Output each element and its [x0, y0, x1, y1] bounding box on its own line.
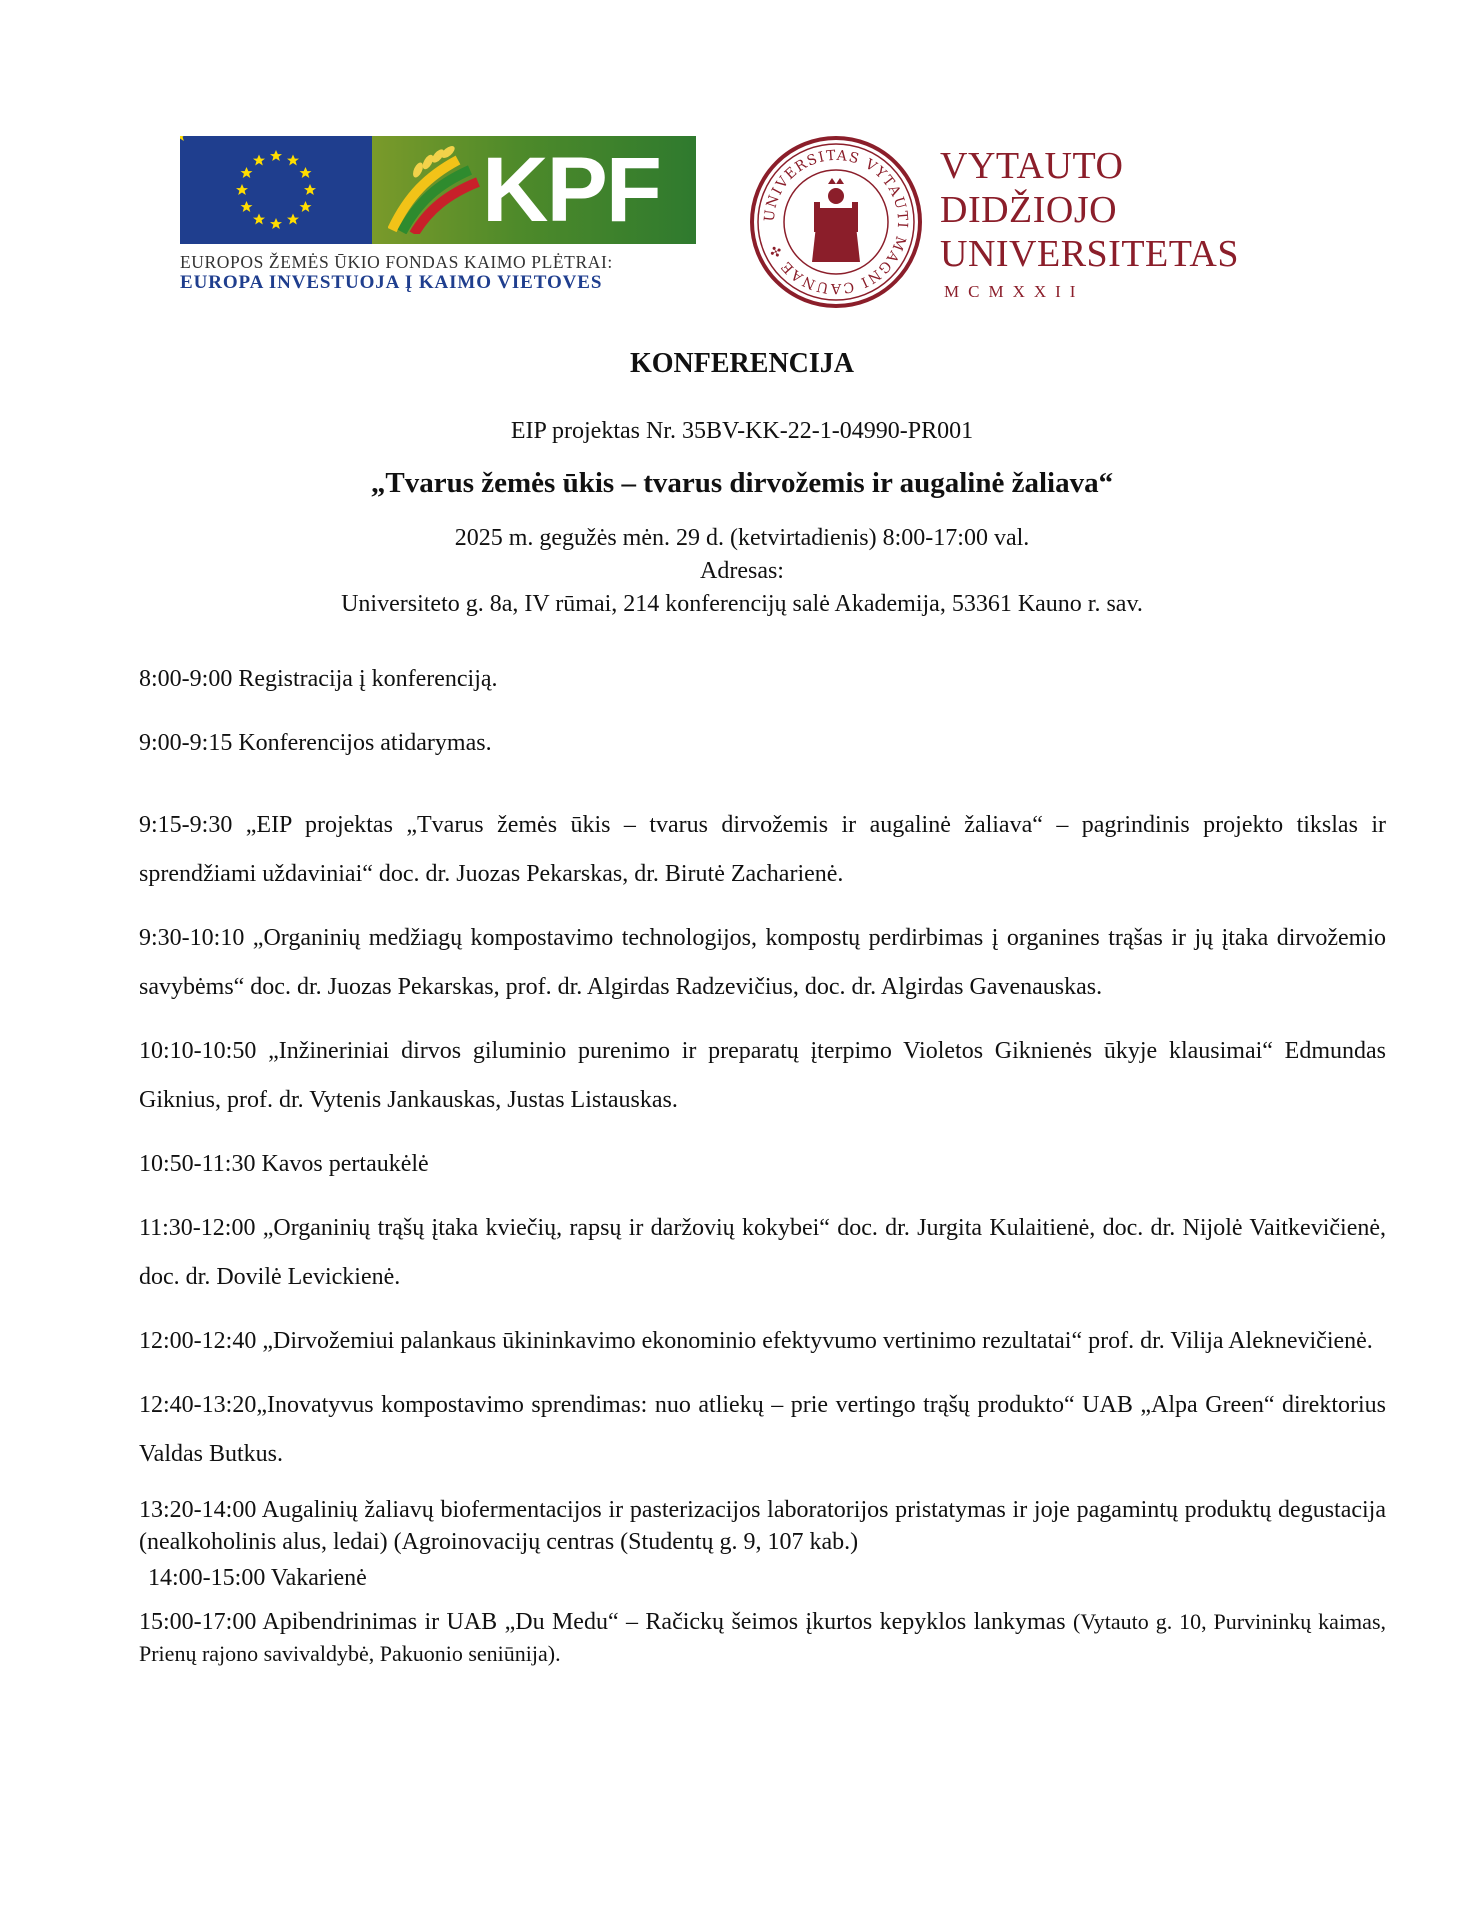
document-title: KONFERENCIJA: [629, 348, 854, 379]
eu-flag: [180, 136, 372, 244]
vdu-name: [940, 144, 1239, 276]
agenda-item: 9:30-10:10 „Organinių medžiagų kompostavimo technologijos, kompostų perdirbimas į organines trąšas ir jų įtaka dirvožemio savybėms“ doc. dr. Juozas Pekarskas, prof. dr. Algirdas Radzevičius, doc. dr. Algirdas Gavenauskas.: [139, 925, 1386, 1000]
eu-stars-icon: [180, 136, 372, 244]
agenda-item: 12:40-13:20„Inovatyvus kompostavimo sprendimas: nuo atliekų – prie vertingo trąšų produkto“ UAB „Alpa Green“ direktorius Valdas Butkus.: [139, 1392, 1386, 1467]
vdu-name-line2: DIDŽIOJO: [940, 189, 1118, 231]
project-number: EIP projektas Nr. 35BV-KK-22-1-04990-PR001: [510, 418, 974, 444]
agenda-item: [139, 1606, 1386, 1670]
vdu-name-line3: UNIVERSITETAS: [940, 233, 1239, 275]
seal-ring-text: UNIVERSITAS VYTAUTI MAGNI CAUNAE ✣: [761, 147, 911, 297]
vdu-name-line1: VYTAUTO: [940, 145, 1124, 187]
wheat-flag-icon: [388, 146, 480, 234]
agenda-item: 8:00-9:00 Registracija į konferenciją.: [139, 666, 498, 692]
project-title: „Tvarus žemės ūkis – tvarus dirvožemis ir augalinė žaliava“: [370, 467, 1114, 499]
event-date: 2025 m. gegužės mėn. 29 d. (ketvirtadienis) 8:00-17:00 val.: [454, 525, 1030, 551]
eu-caption-line1: EUROPOS ŽEMĖS ŪKIO FONDAS KAIMO PLĖTRAI:: [180, 252, 613, 272]
agenda-item: 10:10-10:50 „Inžineriniai dirvos giluminio purenimo ir preparatų įterpimo Violetos Giknienės ūkyje klausimai“ Edmundas Giknius, prof. dr. Vytenis Jankauskas, Justas Listauskas.: [139, 1038, 1386, 1113]
agenda: [139, 655, 1386, 1670]
eafrd-kpf-logo: [180, 136, 696, 296]
agenda-item: 14:00-15:00 Vakarienė: [148, 1565, 367, 1591]
vdu-founding-year: MCMXXII: [944, 282, 1085, 301]
address-label: Adresas:: [700, 558, 784, 584]
vdu-seal-icon: [748, 134, 924, 310]
agenda-item: 10:50-11:30 Kavos pertaukėlė: [139, 1151, 429, 1177]
eu-caption-line2: EUROPA INVESTUOJA Į KAIMO VIETOVES: [180, 272, 603, 293]
agenda-item: 13:20-14:00 Augalinių žaliavų biofermentacijos ir pasterizacijos laboratorijos pristatymas ir joje pagamintų produktų degustacija (nealkoholinis alus, ledai) (Agroinovacijų centras (Studentų g. 9, 107 kab.): [139, 1497, 1386, 1555]
event-address: Universiteto g. 8a, IV rūmai, 214 konferencijų salė Akademija, 53361 Kauno r. sav.: [341, 591, 1143, 617]
agenda-item: 11:30-12:00 „Organinių trąšų įtaka kviečių, rapsų ir daržovių kokybei“ doc. dr. Jurgita Kulaitienė, doc. dr. Nijolė Vaitkevičienė, doc. dr. Dovilė Levickienė.: [139, 1215, 1386, 1290]
kpf-wordmark: KPF: [482, 139, 660, 241]
agenda-item-main: 15:00-17:00 Apibendrinimas ir UAB „Du Medu“ – Račickų šeimos įkurtos kepyklos lankymas: [139, 1609, 1066, 1635]
agenda-item: 9:00-9:15 Konferencijos atidarymas.: [139, 730, 492, 756]
agenda-item: 12:00-12:40 „Dirvožemiui palankaus ūkininkavimo ekonominio efektyvumo vertinimo rezultatai“ prof. dr. Vilija Aleknevičienė.: [139, 1328, 1373, 1354]
agenda-item-location: (Vytauto g. 10, Purvininkų kaimas, Prienų rajono savivaldybė, Pakuonio seniūnija).: [139, 1609, 1386, 1666]
vdu-logo: [748, 134, 1239, 314]
agenda-item: 9:15-9:30 „EIP projektas „Tvarus žemės ūkis – tvarus dirvožemis ir augalinė žaliava“ – pagrindinis projekto tikslas ir sprendžiami uždaviniai“ doc. dr. Juozas Pekarskas, dr. Birutė Zacharienė.: [139, 812, 1386, 887]
kpf-banner: [372, 136, 696, 244]
